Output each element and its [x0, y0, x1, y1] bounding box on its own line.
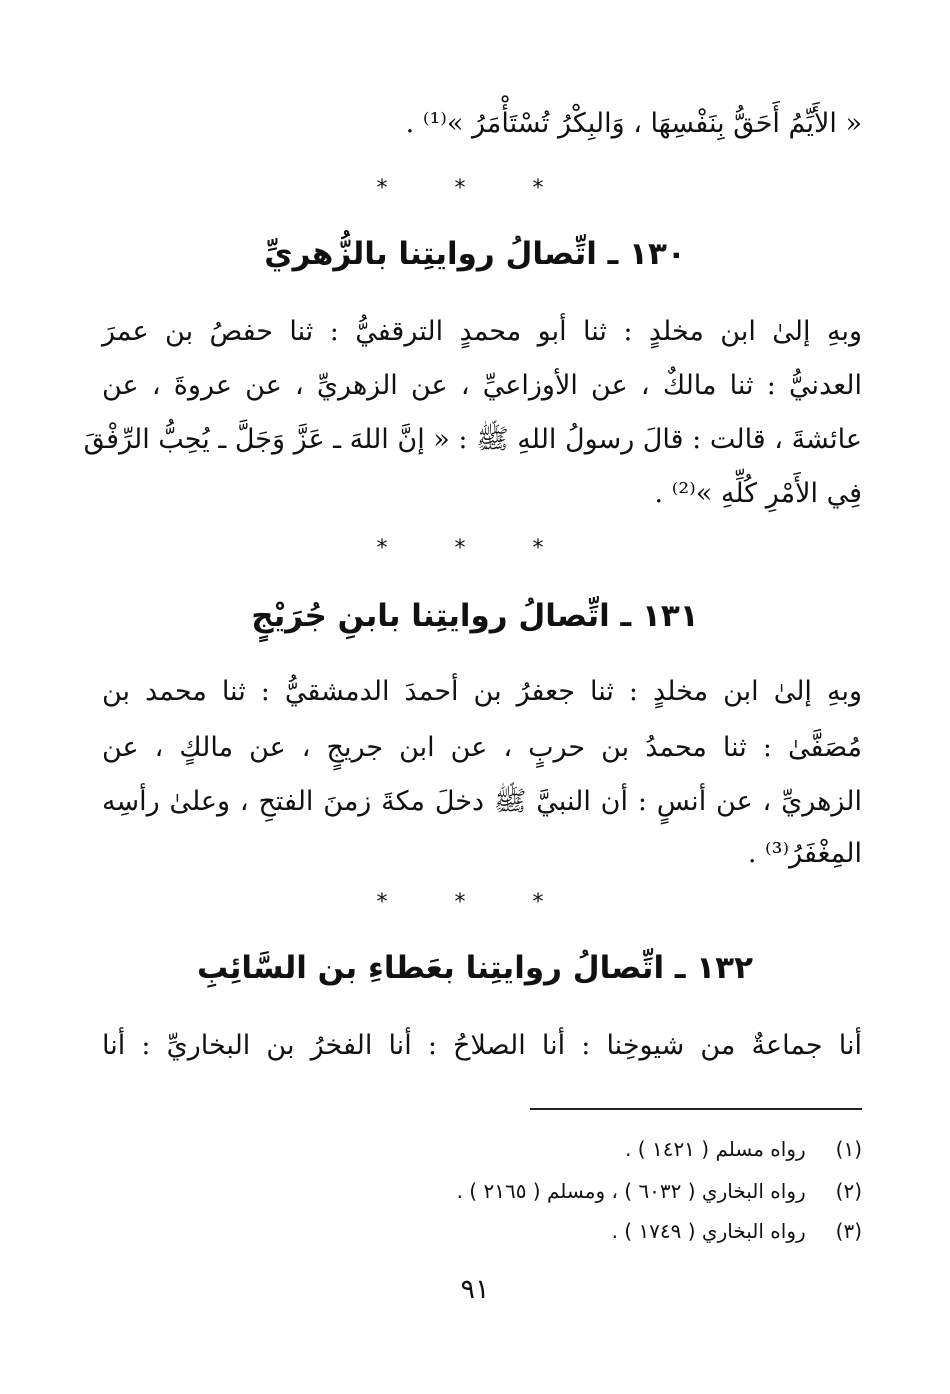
separator-stars: * * * — [376, 536, 574, 561]
footnote-rule — [530, 1108, 862, 1110]
footnote-text: رواه البخاري ( ١٧٤٩ ) . — [611, 1219, 806, 1243]
body-line: وبهِ إلىٰ ابن مخلدٍ : ثنا أبو محمدٍ الترقفيُّ : ثنا حفصُ بن عمرَ — [102, 316, 862, 347]
body-line: وبهِ إلىٰ ابن مخلدٍ : ثنا جعفرُ بن أحمدَ الدمشقيُّ : ثنا محمد بن — [102, 676, 862, 707]
footnote-3 — [362, 1216, 862, 1246]
body-line: المِغْفَرُ⁽³⁾ . — [747, 838, 862, 869]
footnote-number: (٣) — [835, 1219, 862, 1243]
footnote-2 — [362, 1176, 862, 1206]
body-line: عائشةَ ، قالت : قالَ رسولُ اللهِ ﷺ : « إنَّ اللهَ ـ عَزَّ وَجَلَّ ـ يُحِبُّ الرِّفْقَ — [83, 424, 862, 455]
body-line: مُصَفَّىٰ : ثنا محمدُ بن حربٍ ، عن ابن جريجٍ ، عن مالكٍ ، عن — [102, 732, 862, 763]
section-heading-132: ١٣٢ ـ اتِّصالُ روايتِنا بعَطاءِ بن السَّائِبِ — [196, 950, 754, 986]
body-line: أنا جماعةٌ من شيوخِنا : أنا الصلاحُ : أنا الفخرُ بن البخاريِّ : أنا — [102, 1030, 862, 1061]
separator-stars: * * * — [376, 176, 574, 201]
body-line: الزهريِّ ، عن أنسٍ : أن النبيَّ ﷺ دخلَ مكةَ زمنَ الفتحِ ، وعلىٰ رأسِه — [102, 786, 862, 817]
body-line: فِي الأَمْرِ كُلِّهِ »⁽²⁾ . — [654, 478, 862, 509]
page-number: ٩١ — [460, 1274, 490, 1305]
body-line: العدنيُّ : ثنا مالكٌ ، عن الأوزاعيِّ ، عن الزهريِّ ، عن عروةَ ، عن — [102, 370, 862, 401]
footnote-text: رواه البخاري ( ٦٠٣٢ ) ، ومسلم ( ٢١٦٥ ) . — [456, 1179, 806, 1203]
footnote-number: (١) — [835, 1137, 862, 1161]
footnote-1 — [362, 1134, 862, 1164]
separator-stars: * * * — [376, 890, 574, 915]
footnote-number: (٢) — [835, 1179, 862, 1203]
footnote-text: رواه مسلم ( ١٤٢١ ) . — [625, 1137, 806, 1161]
section-heading-131: ١٣١ ـ اتِّصالُ روايتِنا بابنِ جُرَيْجٍ — [251, 598, 699, 634]
continuation-line: « الأَيِّمُ أَحَقُّ بِنَفْسِهَا ، وَالبِكْرُ تُسْتَأْمَرُ »⁽¹⁾ . — [405, 108, 862, 139]
section-heading-130: ١٣٠ ـ اتِّصالُ روايتِنا بالزُّهريِّ — [264, 236, 686, 272]
